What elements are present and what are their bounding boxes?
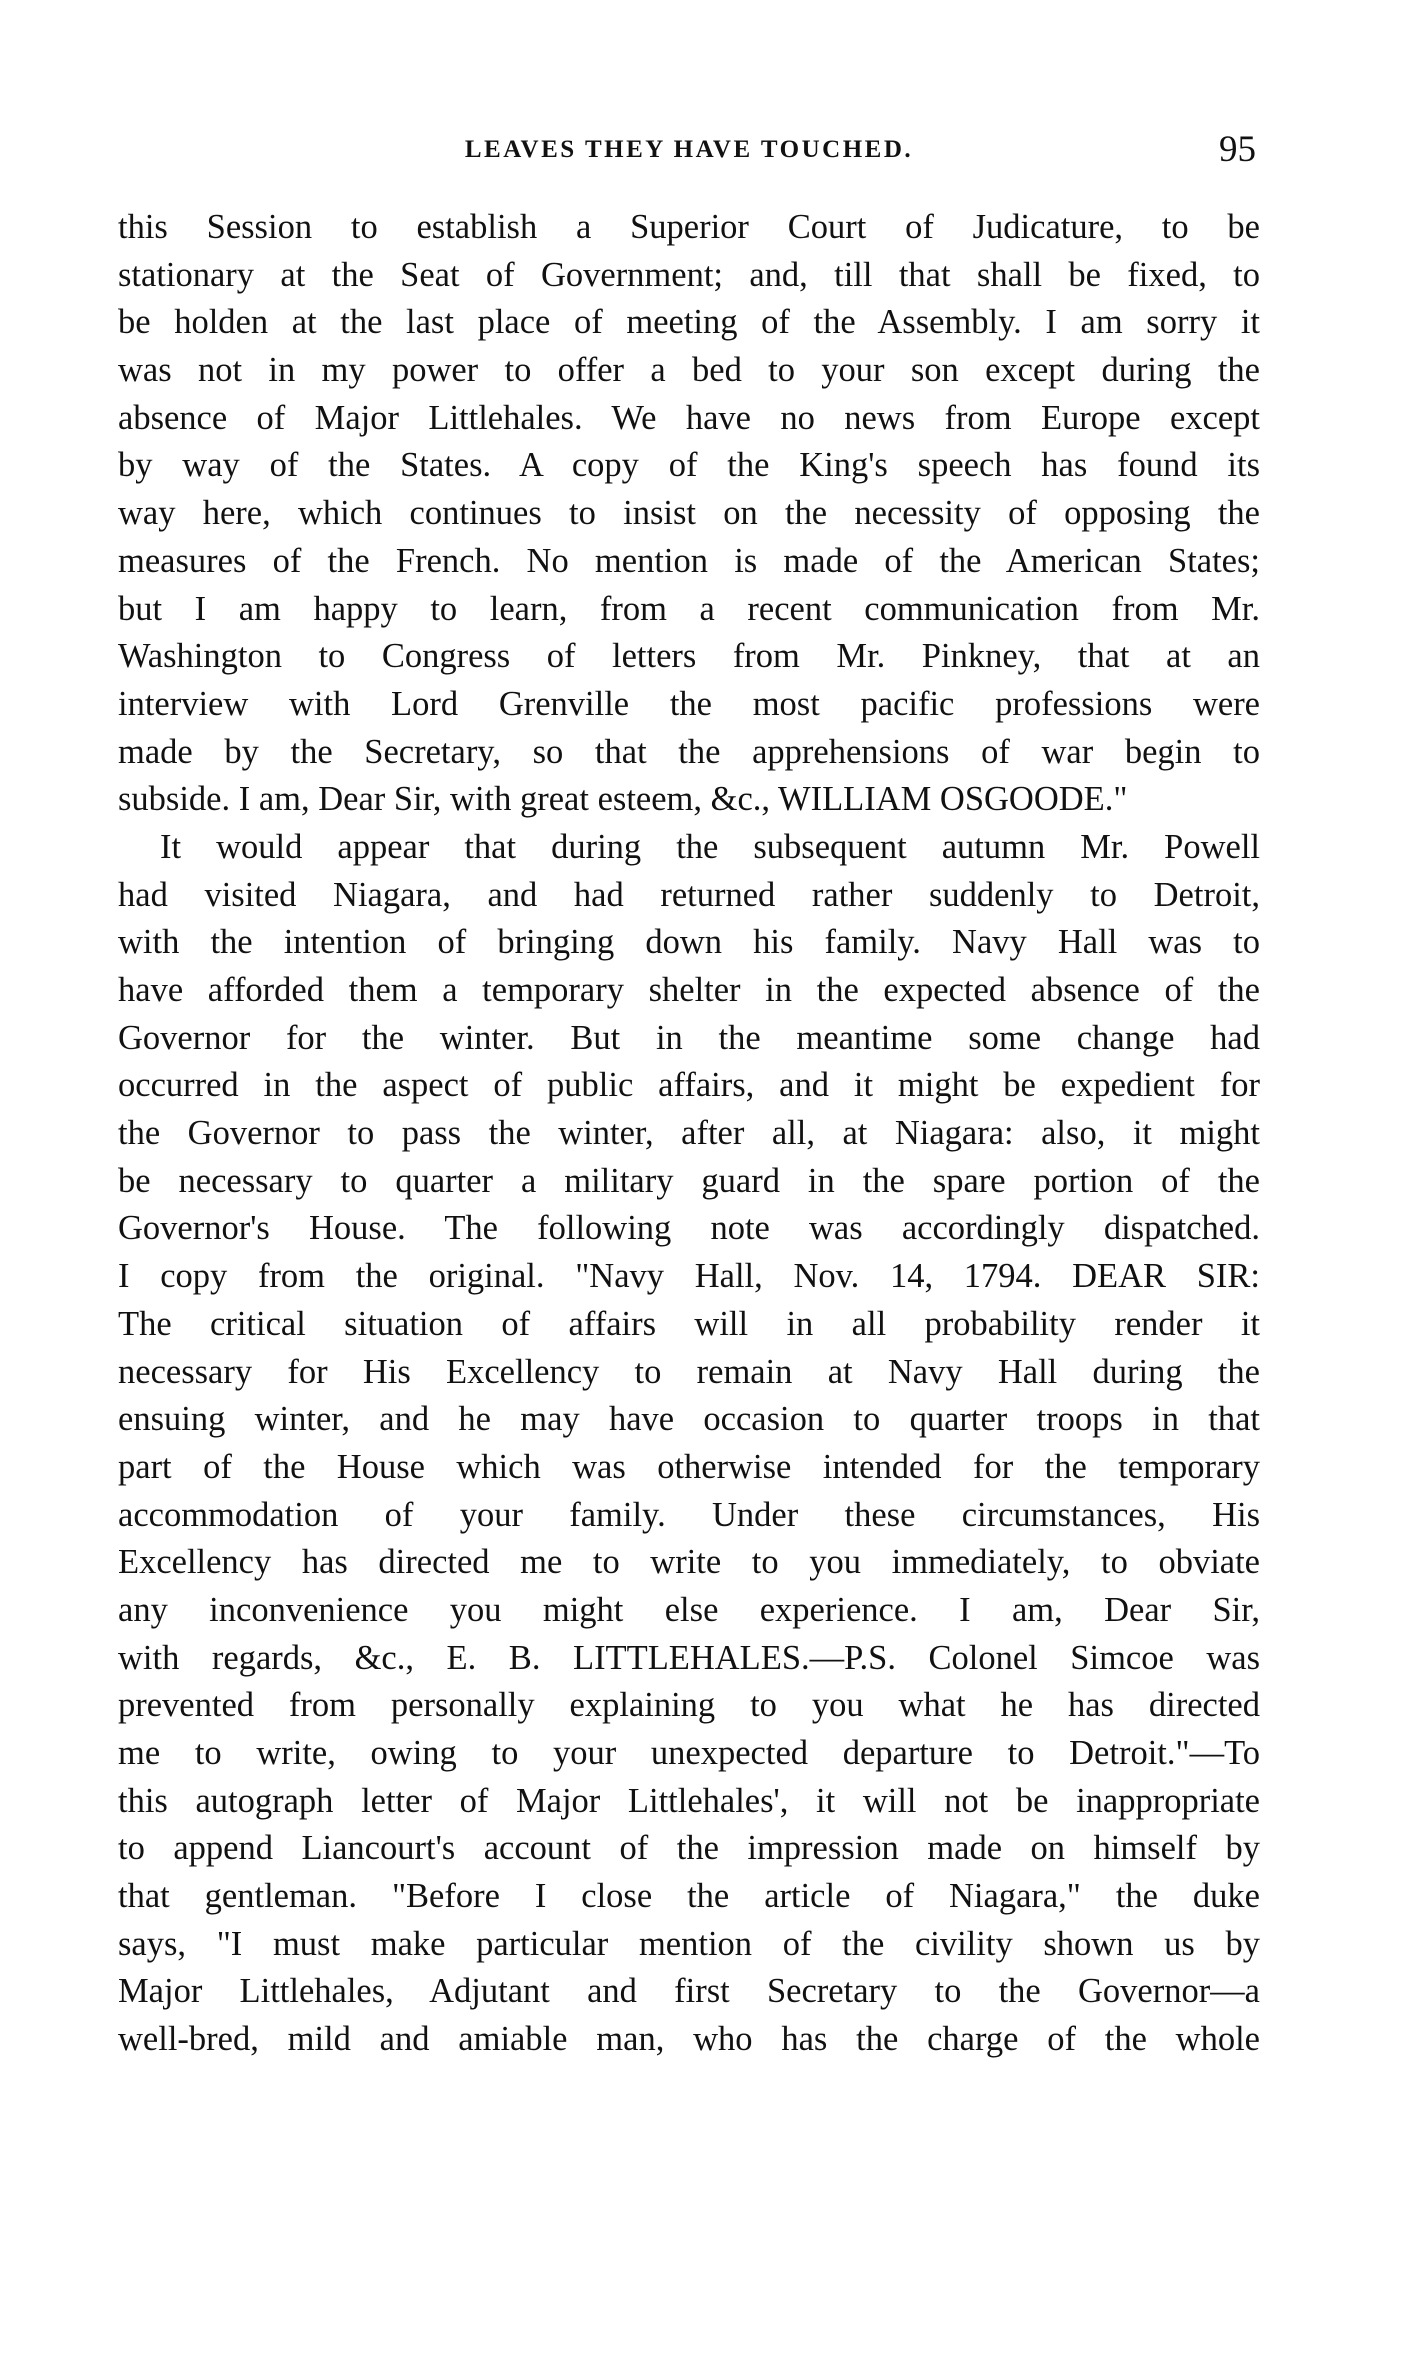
text-line: measures of the French. No mention is made of the American States; [118, 541, 1260, 580]
text-line: absence of Major Littlehales. We have no news from Europe except [118, 398, 1260, 437]
text-line: had visited Niagara, and had returned rather suddenly to Detroit, [118, 875, 1260, 914]
paragraph-first-line: It would appear that during the subsequent autumn Mr. Powell [160, 827, 1260, 866]
text-line: well-bred, mild and amiable man, who has the charge of the whole [118, 2020, 1260, 2059]
text-line: be necessary to quarter a military guard in the spare portion of the [118, 1161, 1260, 1200]
text-line: ensuing winter, and he may have occasion to quarter troops in that [118, 1400, 1260, 1439]
text-line: says, "I must make particular mention of the civility shown us by [118, 1924, 1260, 1963]
running-head: LEAVES THEY HAVE TOUCHED. [464, 136, 914, 163]
text-line: with the intention of bringing down his family. Navy Hall was to [118, 923, 1260, 962]
text-line: stationary at the Seat of Government; and, till that shall be fixed, to [118, 255, 1260, 294]
text-line: Major Littlehales, Adjutant and first Secretary to the Governor—a [118, 1972, 1260, 2011]
text-line: prevented from personally explaining to you what he has directed [118, 1686, 1260, 1725]
text-line: subside. I am, Dear Sir, with great esteem, &c., WILLIAM OSGOODE." [118, 780, 1128, 819]
text-line: Washington to Congress of letters from Mr. Pinkney, that at an [118, 637, 1260, 676]
text-line: this autograph letter of Major Littlehales', it will not be inappropriate [118, 1781, 1260, 1820]
text-line: The critical situation of affairs will in all probability render it [118, 1304, 1260, 1343]
text-line: accommodation of your family. Under these circumstances, His [118, 1495, 1260, 1534]
text-line: necessary for His Excellency to remain at Navy Hall during the [118, 1352, 1260, 1391]
page-number: 95 [1219, 129, 1256, 170]
text-line: to append Liancourt's account of the impression made on himself by [118, 1829, 1260, 1868]
text-line: by way of the States. A copy of the King's speech has found its [118, 446, 1260, 485]
text-line: any inconvenience you might else experience. I am, Dear Sir, [118, 1590, 1260, 1629]
text-line: with regards, &c., E. B. LITTLEHALES.—P.S. Colonel Simcoe was [118, 1638, 1260, 1677]
text-line: made by the Secretary, so that the apprehensions of war begin to [118, 732, 1260, 771]
text-line: the Governor to pass the winter, after all, at Niagara: also, it might [118, 1114, 1260, 1153]
text-line: be holden at the last place of meeting of the Assembly. I am sorry it [118, 303, 1260, 342]
body-text [118, 204, 1260, 2064]
text-line: occurred in the aspect of public affairs, and it might be expedient for [118, 1066, 1260, 1105]
text-line: interview with Lord Grenville the most pacific professions were [118, 684, 1260, 723]
text-line: part of the House which was otherwise intended for the temporary [118, 1447, 1260, 1486]
text-line: that gentleman. "Before I close the article of Niagara," the duke [118, 1877, 1260, 1916]
text-line: but I am happy to learn, from a recent communication from Mr. [118, 589, 1260, 628]
text-line: Governor for the winter. But in the meantime some change had [118, 1018, 1260, 1057]
text-line: was not in my power to offer a bed to your son except during the [118, 351, 1260, 390]
text-line: way here, which continues to insist on the necessity of opposing the [118, 494, 1260, 533]
text-line: Excellency has directed me to write to you immediately, to obviate [118, 1543, 1260, 1582]
text-line: I copy from the original. "Navy Hall, Nov. 14, 1794. DEAR SIR: [118, 1257, 1260, 1296]
page-header [118, 128, 1260, 178]
text-line: me to write, owing to your unexpected departure to Detroit."—To [118, 1734, 1260, 1772]
text-line: Governor's House. The following note was accordingly dispatched. [118, 1209, 1260, 1248]
text-line: this Session to establish a Superior Court of Judicature, to be [118, 208, 1260, 246]
text-line: have afforded them a temporary shelter in the expected absence of the [118, 971, 1260, 1009]
